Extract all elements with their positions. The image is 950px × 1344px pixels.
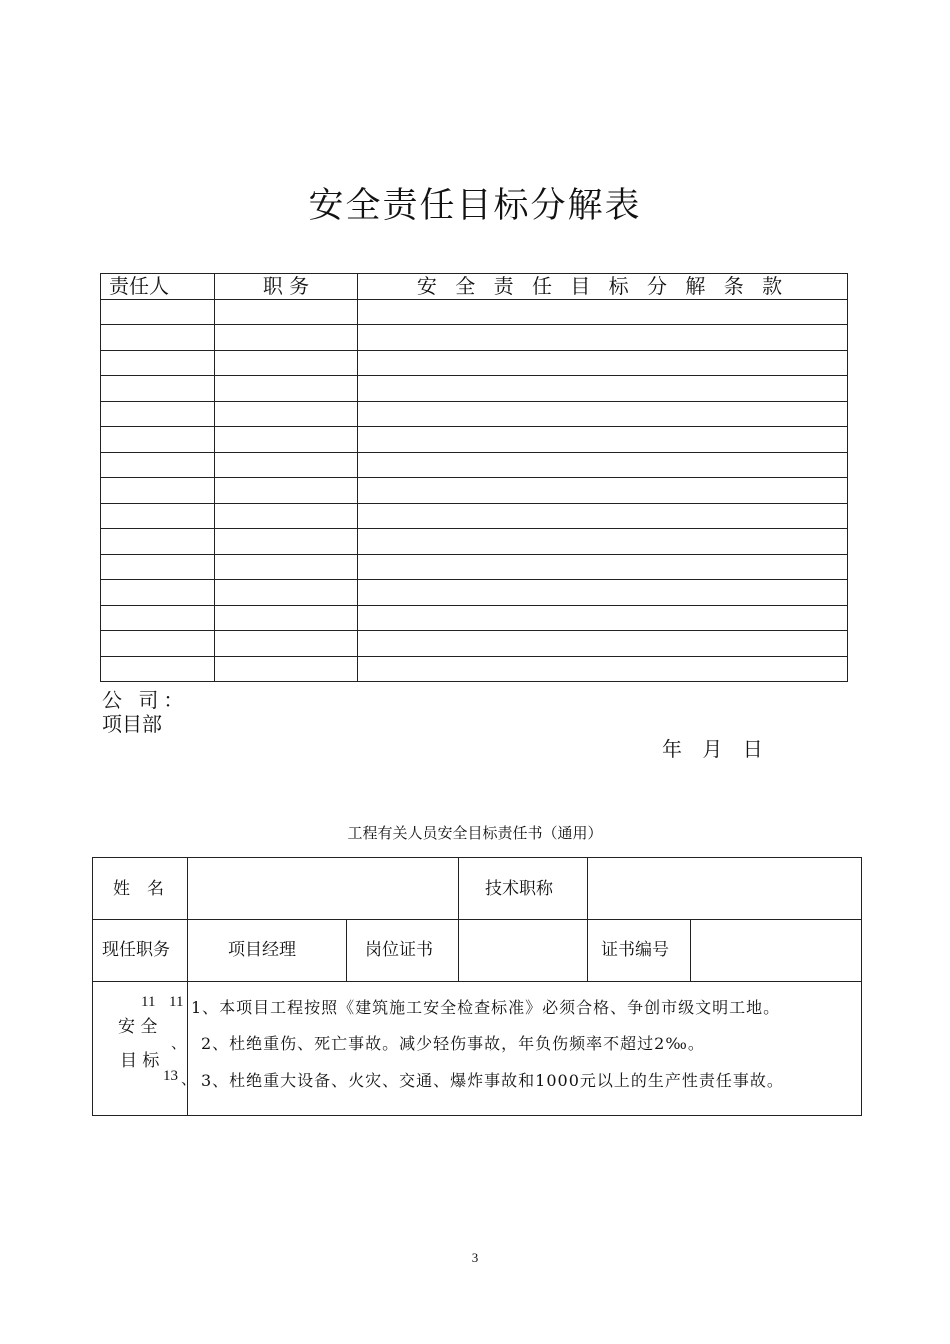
- table-cell[interactable]: [101, 325, 215, 351]
- table-cell[interactable]: [358, 401, 848, 427]
- table-row: [101, 299, 848, 325]
- position-label: 现任职务: [102, 940, 170, 960]
- table-cell[interactable]: [101, 478, 215, 504]
- goal-item-2: 2、杜绝重伤、死亡事故。减少轻伤事故，年负伤频率不超过2‰。: [201, 1034, 705, 1053]
- table-row: [101, 427, 848, 453]
- table-cell[interactable]: [358, 529, 848, 555]
- company-label: 公 司：: [102, 688, 189, 712]
- list-number: 11: [141, 994, 156, 1010]
- responsibility-letter-title: 工程有关人员安全目标责任书（通用）: [347, 824, 603, 842]
- table-row: [101, 580, 848, 606]
- table-cell[interactable]: [101, 529, 215, 555]
- safety-label: 安 全: [118, 1017, 158, 1037]
- table-cell[interactable]: [215, 427, 358, 453]
- table-cell[interactable]: [101, 631, 215, 657]
- cert-label: 岗位证书: [365, 940, 433, 960]
- list-number: 11: [169, 994, 184, 1010]
- table-cell[interactable]: [101, 605, 215, 631]
- table-cell[interactable]: [358, 580, 848, 606]
- table-cell[interactable]: [101, 376, 215, 402]
- table-row: [101, 350, 848, 376]
- table-cell[interactable]: [215, 580, 358, 606]
- table-cell[interactable]: [358, 554, 848, 580]
- table-cell[interactable]: [101, 580, 215, 606]
- table-cell[interactable]: [101, 452, 215, 478]
- header-responsible-person: 责任人: [101, 274, 215, 300]
- responsibility-breakdown-table: [100, 273, 848, 682]
- table-cell[interactable]: [215, 605, 358, 631]
- table-row: [101, 554, 848, 580]
- page-number: 3: [471, 1250, 479, 1265]
- table-row: [101, 631, 848, 657]
- table-cell[interactable]: [358, 299, 848, 325]
- goal-item-3: 3、杜绝重大设备、火灾、交通、爆炸事故和1000元以上的生产性责任事故。: [201, 1071, 784, 1090]
- table-cell[interactable]: [215, 656, 358, 682]
- table-cell[interactable]: [215, 478, 358, 504]
- tech-title-label: 技术职称: [485, 879, 553, 899]
- document-title: 安全责任目标分解表: [308, 186, 642, 226]
- table-cell[interactable]: [215, 299, 358, 325]
- header-breakdown-terms: 安 全 责 任 目 标 分 解 条 款: [358, 274, 848, 300]
- table-cell[interactable]: [215, 376, 358, 402]
- header-position: 职 务: [215, 274, 358, 300]
- table-cell[interactable]: [358, 376, 848, 402]
- table-row: [101, 605, 848, 631]
- responsibility-letter-table: [92, 857, 862, 1116]
- table-cell[interactable]: [358, 605, 848, 631]
- position-value: 项目经理: [228, 940, 296, 960]
- cert-no-label: 证书编号: [601, 940, 669, 960]
- table-cell[interactable]: [358, 452, 848, 478]
- goal-item-1: 1、本项目工程按照《建筑施工安全检查标准》必须合格、争创市级文明工地。: [191, 998, 781, 1017]
- table-cell[interactable]: [358, 325, 848, 351]
- table-cell[interactable]: [215, 452, 358, 478]
- table-row: [101, 503, 848, 529]
- name-label: 姓 名: [113, 879, 164, 899]
- goal-label: 目 标: [120, 1051, 160, 1071]
- table-cell[interactable]: [101, 656, 215, 682]
- table-cell[interactable]: [101, 427, 215, 453]
- table-cell[interactable]: [358, 631, 848, 657]
- date-label: 年 月 日: [662, 737, 763, 761]
- table-cell[interactable]: [215, 503, 358, 529]
- table-cell[interactable]: [101, 401, 215, 427]
- table-row: [93, 920, 861, 982]
- table-cell[interactable]: [215, 529, 358, 555]
- table-row: [101, 452, 848, 478]
- table-cell[interactable]: [215, 631, 358, 657]
- table-cell[interactable]: [215, 325, 358, 351]
- table-cell[interactable]: [101, 350, 215, 376]
- table-row: [93, 982, 861, 1115]
- table-cell[interactable]: [101, 503, 215, 529]
- table-cell[interactable]: [358, 478, 848, 504]
- list-number: 13: [163, 1068, 178, 1084]
- table-row: [101, 529, 848, 555]
- table-cell[interactable]: [358, 350, 848, 376]
- list-number: 、: [171, 1036, 187, 1052]
- table-cell[interactable]: [358, 427, 848, 453]
- table-cell[interactable]: [215, 401, 358, 427]
- table-row: [101, 656, 848, 682]
- table-row: [101, 401, 848, 427]
- table-cell[interactable]: [215, 350, 358, 376]
- project-department-label: 项目部: [102, 712, 162, 736]
- table-row: [101, 376, 848, 402]
- table-row: [101, 325, 848, 351]
- table-cell[interactable]: [101, 299, 215, 325]
- table-row: [93, 858, 861, 920]
- table-cell[interactable]: [358, 503, 848, 529]
- table-cell[interactable]: [358, 656, 848, 682]
- table-header-row: [101, 274, 848, 300]
- list-number: 、: [181, 1072, 197, 1088]
- table-cell[interactable]: [215, 554, 358, 580]
- table-row: [101, 478, 848, 504]
- table-cell[interactable]: [101, 554, 215, 580]
